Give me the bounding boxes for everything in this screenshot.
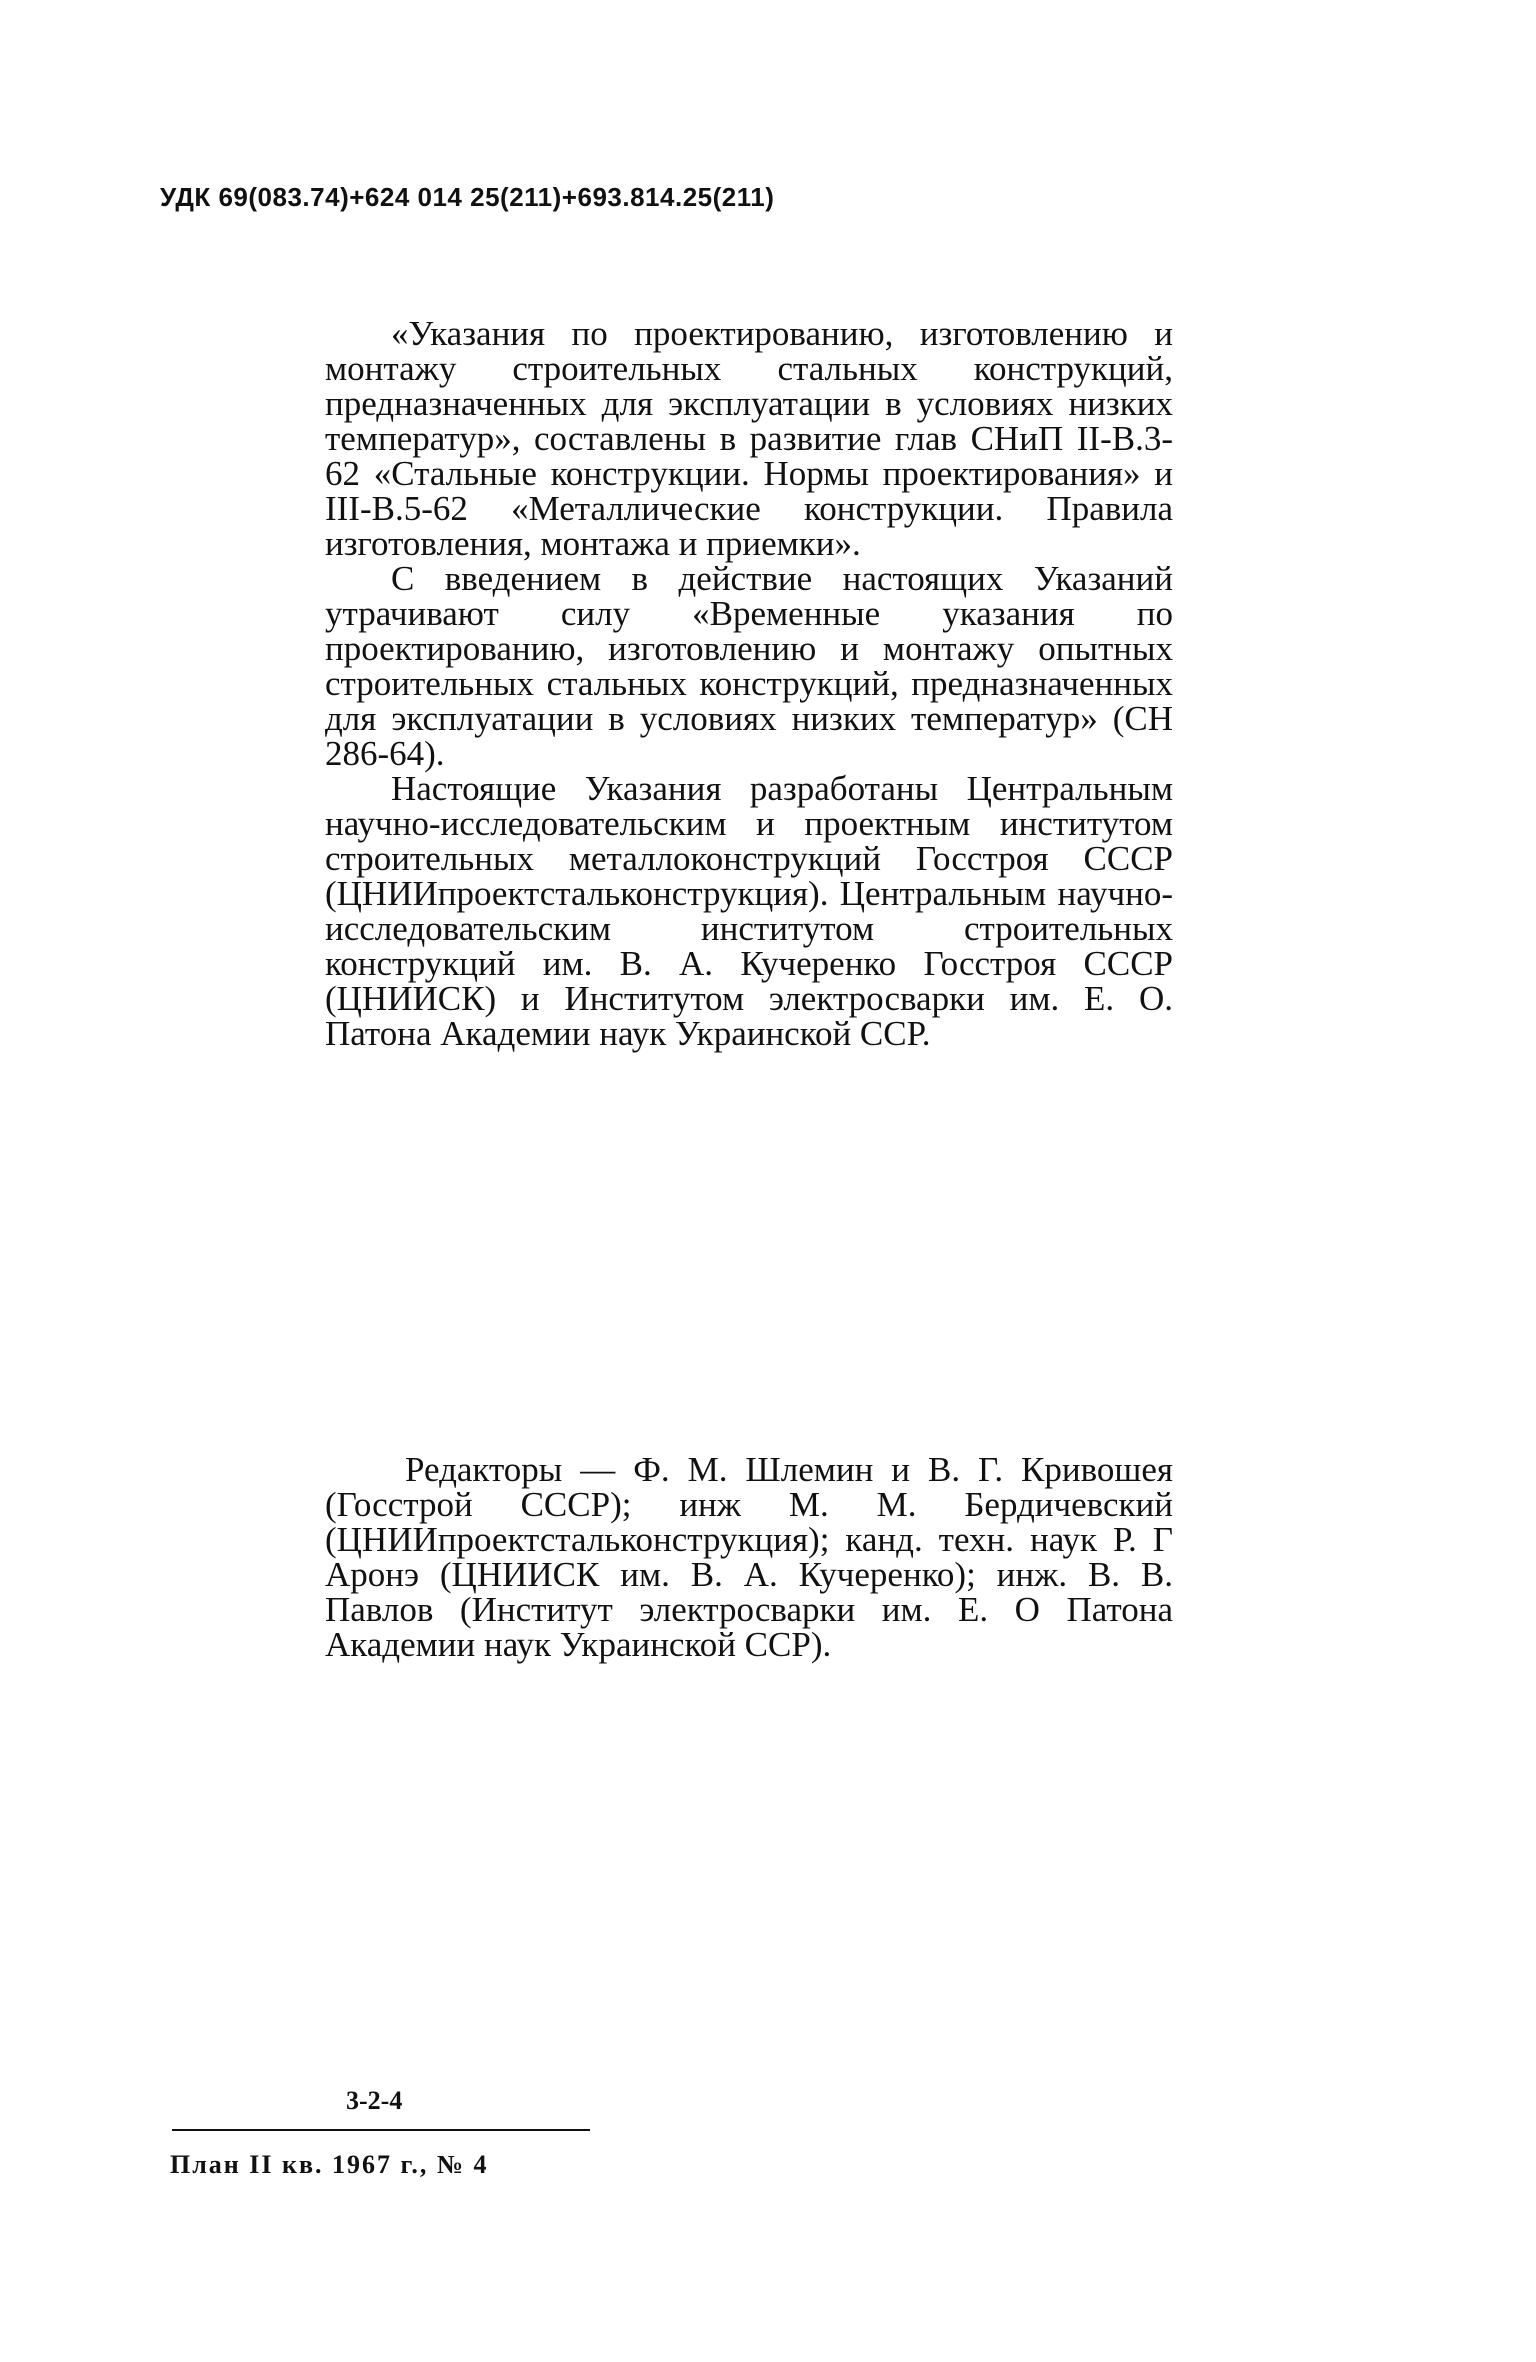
publication-plan: План II кв. 1967 г., № 4 <box>170 2150 489 2179</box>
intro-text <box>325 316 1173 1051</box>
footer-divider <box>172 2129 590 2131</box>
udk-classification: УДК 69(083.74)+624 014 25(211)+693.814.25(211) <box>160 182 775 212</box>
intro-paragraph-2: С введением в действие настоящих Указаний утрачивают силу «Временные указания по проектированию, изготовлению и монтажу опытных строительных стальных конструкций, предназначенных для эксплуатации в условиях низких температур» (СН 286-64). <box>325 559 1173 773</box>
editors-credits <box>325 1452 1173 1662</box>
publication-code: 3-2-4 <box>346 2086 403 2115</box>
editors-paragraph: Редакторы — Ф. М. Шлемин и В. Г. Кривошея (Госстрой СССР); инж М. М. Бердичевский (ЦНИИпроектстальконструкция); канд. техн. наук Р. Г Аронэ (ЦНИИСК им. В. А. Кучеренко); инж. В. В. Павлов (Институт электросварки им. Е. О Патона Академии наук Украинской ССР). <box>325 1450 1173 1664</box>
intro-paragraph-1: «Указания по проектированию, изготовлению и монтажу строительных стальных конструкций, предназначенных для эксплуатации в условиях низких температур», составлены в развитие глав СНиП II-В.3-62 «Стальные конструкции. Нормы проектирования» и III-В.5-62 «Металлические конструкции. Правила изготовления, монтажа и приемки». <box>325 314 1173 563</box>
intro-paragraph-3: Настоящие Указания разработаны Центральным научно-исследовательским и проектным институтом строительных металлоконструкций Госстроя СССР (ЦНИИпроектстальконструкция). Центральным научно-исследовательским институтом строительных конструкций им. В. А. Кучеренко Госстроя СССР (ЦНИИСК) и Институтом электросварки им. Е. О. Патона Академии наук Украинской ССР. <box>325 769 1173 1053</box>
